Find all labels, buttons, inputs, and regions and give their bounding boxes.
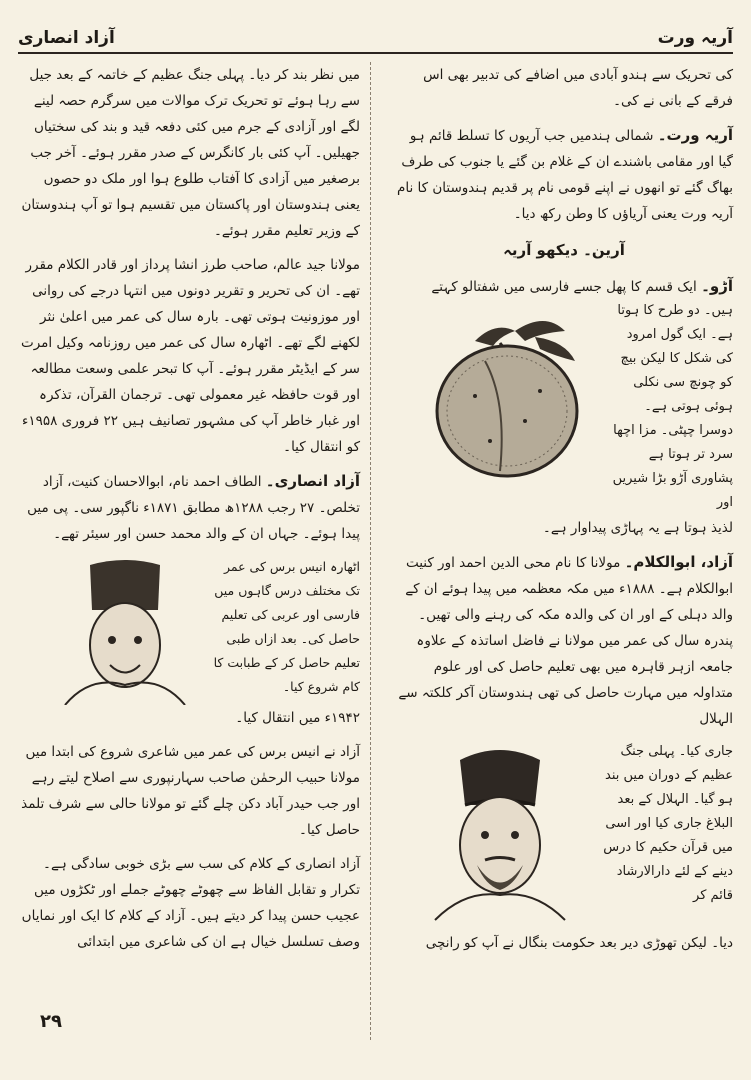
abul-kalam-text: مولانا کا نام محی الدین احمد اور کنیت ابوالکلام ہے۔ ۱۸۸۸ء میں مکہ معظمہ میں پیدا ہوئے ان کے والد دہلی کے اور ان کی والدہ مکہ کی رہنے والی تھیں۔ پندرہ سال کی عمر میں مولانا نے فاضل اساتذہ کے علاوہ جامعہ ازہر قاہرہ میں بھی تعلیم حاصل کی اور علوم متداولہ میں مہارت حاصل کی تھی ہندوستان آکر کلکتہ سے الہلال [398, 555, 733, 727]
aadu-side-text: ہیں۔ دو طرح کا ہوتا ہے۔ ایک گول امرود کی شکل کا لیکن بیچ کو چونچ سی نکلی ہوئی ہوتی ہے۔ دوسرا چپٹی۔ مزا اچھا سرد تر ہوتا ہے پشاوری آڑو بڑا شیریں اور [612, 303, 733, 510]
page-header [18, 20, 733, 54]
left-last-paragraph: آزاد انصاری کے کلام کی سب سے بڑی خوبی سادگی ہے۔ تکرار و تقابل الفاظ سے چھوٹے چھوٹے جملے اور ٹکڑوں میں عجیب حسن پیدا کر دیتے ہیں۔ آزاد کے کلام کا ایک اور نمایاں وصف تسلسل خیال ہے ان کی شاعری میں ابتدائی [21, 856, 360, 950]
peach-illustration [415, 301, 595, 481]
azad-ansari-portrait [60, 555, 190, 705]
page-number: ۲۹ [40, 1011, 62, 1032]
aadu-intro: ایک قسم کا پھل جسے فارسی میں شفتالو کہتے [431, 279, 697, 295]
aryavart-entry [395, 122, 733, 227]
right-column [395, 62, 733, 1050]
abul-kalam-portrait [415, 740, 585, 925]
header-right-title: آریہ ورت [657, 28, 733, 48]
left-second-paragraph: مولانا جید عالم، صاحب طرز انشا پرداز اور قادر الکلام مقرر تھے۔ ان کی تحریر و تقریر دونوں میں انتہا درجے کی روانی اور موزونیت ہوتی تھی۔ بارہ سال کی عمر میں اعلیٰ نثر لکھنے لگے تھے۔ اٹھارہ سال کی عمر میں روزنامہ وکیل امرت سر کے ایڈیٹر مقرر ہوئے۔ آپ کا تبحر علمی وسعت مطالعہ اور قوت حافظہ غیر معمولی تھی۔ ترجمان القرآن، تذکرہ اور غبار خاطر آپ کی مشہور تصانیف ہیں ۲۲ فروری ۱۹۵۸ء کو انتقال کیا۔ [21, 257, 360, 455]
azad-ansari-side-text: اٹھارہ انیس برس کی عمر تک مختلف درس گاہوں میں فارسی اور عربی کی تعلیم حاصل کی۔ بعد ازاں طبی تعلیم حاصل کر کے طبابت کا کام شروع کیا۔ [213, 559, 360, 694]
aadu-heading: آڑو۔ [701, 277, 733, 295]
abul-kalam-entry [395, 549, 733, 732]
azad-ansari-figure-area [20, 555, 360, 705]
aryavart-heading: آریہ ورت۔ [657, 126, 733, 144]
aadu-entry [395, 273, 733, 541]
abul-kalam-side-text: جاری کیا۔ پہلی جنگ عظیم کے دوران میں بند ہو گیا۔ الہلال کے بعد البلاغ جاری کیا اور اسی میں قرآن حکیم کا درس دینے کے لئے دارالارشاد قائم کر [603, 744, 733, 903]
azad-ansari-entry [20, 468, 360, 547]
header-left-title: آزاد انصاری [18, 28, 115, 48]
abul-kalam-figure-area [395, 740, 733, 930]
left-top-paragraph: میں نظر بند کر دیا۔ پہلی جنگ عظیم کے خاتمہ کے بعد جیل سے رہا ہوئے تو تحریک ترک موالات میں سرگرم حصہ لینے لگے اور آزادی کے جرم میں کئی دفعہ قید و بند کی سختیاں جھیلیں۔ آپ کئی بار کانگرس کے صدر مقرر ہوئے۔ آخر جب برصغیر میں آزادی کا آفتاب طلوع ہوا اور ملک دو حصوں یعنی ہندوستان اور پاکستان میں تقسیم ہوا تو آپ ہندوستان کے وزیر تعلیم مقرر ہوئے۔ [21, 67, 360, 239]
azad-ansari-death: ۱۹۴۲ء میں انتقال کیا۔ [235, 710, 360, 726]
aryan-reference: آرین۔ دیکھو آریہ [503, 241, 625, 259]
abul-kalam-bottom-text: دیا۔ لیکن تھوڑی دیر بعد حکومت بنگال نے آپ کو رانچی [425, 935, 733, 951]
azad-ansari-text: الطاف احمد نام، ابوالاحسان کنیت، آزاد تخلص۔ ۲۷ رجب ۱۲۸۸ھ مطابق ۱۸۷۱ء ناگپور سی۔ پی میں پیدا ہوئے۔ جہاں ان کے والد محمد حسن اور سیئر تھے۔ [27, 474, 360, 542]
azad-ansari-heading: آزاد انصاری۔ [265, 472, 360, 490]
left-column [20, 62, 360, 1050]
aadu-bottom-text: لذیذ ہوتا ہے یہ پہاڑی پیداوار ہے۔ [542, 520, 733, 536]
aryavart-text: شمالی ہندمیں جب آریوں کا تسلط قائم ہو گیا اور مقامی باشندے ان کے غلام بن گئے یا جنوب کی طرف بھاگ گئے تو انھوں نے اپنے قومی نام پر قدیم ہندوستان کا نام آریہ ورت یعنی آریاؤں کا وطن رکھ دیا۔ [397, 128, 733, 222]
column-divider [370, 62, 371, 1040]
right-top-paragraph: کی تحریک سے ہندو آبادی میں اضافے کی تدبیر بھی اس فرقے کے بانی نے کی۔ [423, 67, 733, 109]
left-poetry-paragraph: آزاد نے انیس برس کی عمر میں شاعری شروع کی ابتدا میں مولانا حبیب الرحمٰن صاحب سہارنپوری سے اصلاح لیتے رہے اور جب حیدر آباد دکن چلے گئے تو مولانا حالی سے شرف تلمذ حاصل کیا۔ [21, 744, 360, 838]
abul-kalam-heading: آزاد، ابوالکلام۔ [624, 553, 733, 571]
